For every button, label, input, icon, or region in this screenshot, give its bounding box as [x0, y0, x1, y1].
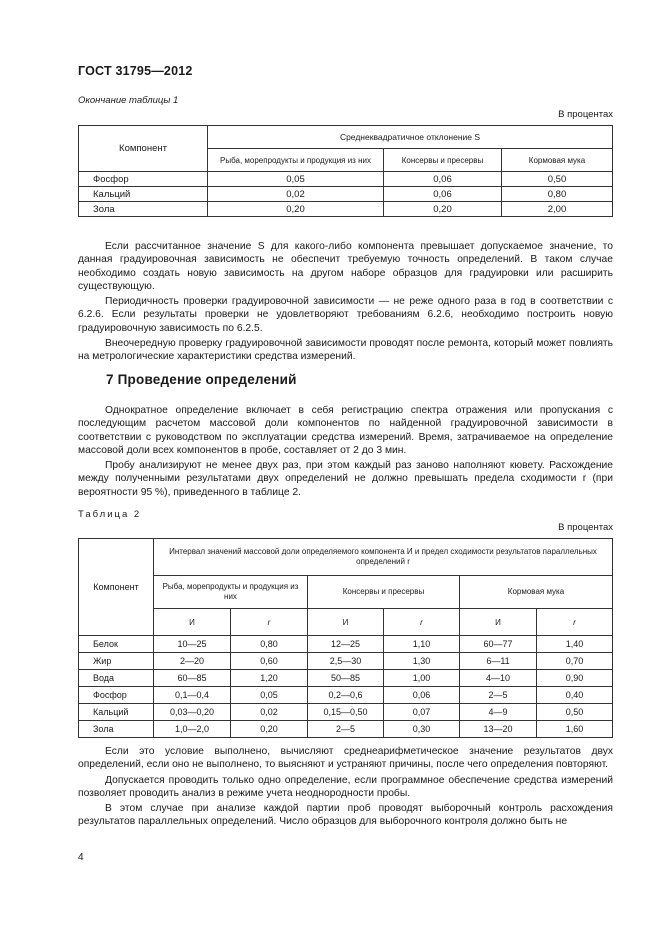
- table-1-col-feed: Кормовая мука: [502, 149, 613, 172]
- table-cell: Зола: [79, 721, 154, 738]
- table-cell: Жир: [79, 653, 154, 670]
- paragraph: Если это условие выполнено, вычисляют среднеарифметическое значение результатов двух определений, если оно не выполнено, то выясняют и устраняют причины, после чего определения повторяют.: [78, 746, 613, 771]
- table-cell: 1,30: [384, 653, 460, 670]
- table-cell: 0,2—0,6: [308, 687, 384, 704]
- table-cell: 0,02: [208, 187, 384, 202]
- body-text-block-1: [78, 240, 613, 366]
- table-row: [79, 687, 613, 704]
- section-7-heading: 7 Проведение определений: [106, 372, 297, 387]
- table-cell: Вода: [79, 670, 154, 687]
- table-1-col-canned: Консервы и пресервы: [384, 149, 502, 172]
- table-cell: 0,06: [384, 187, 502, 202]
- table-cell: 0,20: [208, 202, 384, 217]
- table-cell: 12—25: [308, 636, 384, 653]
- paragraph: Если рассчитанное значение S для какого-либо компонента превышает допускаемое значение, то данная градуировочная зависимость не обеспечит требуемую точность определений. В таком случае необходимо создать новую зависимость на другом наборе образцов для градуировки или расширить существующую.: [78, 241, 613, 292]
- table-cell: 0,05: [231, 687, 308, 704]
- table-row: [79, 202, 613, 217]
- table-cell: 0,07: [384, 704, 460, 721]
- table-2-sym-interval: И: [308, 609, 384, 636]
- table-1-head-group: Среднеквадратичное отклонение S: [208, 126, 613, 149]
- table-cell: Кальций: [79, 187, 208, 202]
- table-cell: 0,70: [537, 653, 613, 670]
- table-cell: 1,40: [537, 636, 613, 653]
- table-row: [79, 172, 613, 187]
- table-2-col-fish: Рыба, морепродукты и продукция из них: [154, 576, 308, 609]
- table-2-sym-interval: И: [154, 609, 231, 636]
- table-cell: 0,90: [537, 670, 613, 687]
- table-cell: 4—9: [460, 704, 537, 721]
- table-2-sym-r: r: [537, 609, 613, 636]
- paragraph: Пробу анализируют не менее двух раз, при этом каждый раз заново наполняют кювету. Расхождение между полученными результатами двух определений не должно превышать предела сходимости r (при вероятности 95 %), приведенного в таблице 2.: [78, 460, 613, 498]
- table-cell: 0,20: [231, 721, 308, 738]
- table-1-col-fish: Рыба, морепродукты и продукция из них: [208, 149, 384, 172]
- table-cell: 4—10: [460, 670, 537, 687]
- table-cell: 2—5: [460, 687, 537, 704]
- table-cell: 0,50: [537, 704, 613, 721]
- paragraph: Допускается проводить только одно определение, если программное обеспечение средства измерений позволяет проводить анализ в режиме учета неоднородности пробы.: [78, 774, 613, 799]
- table-cell: 0,30: [384, 721, 460, 738]
- table-cell: 1,0—2,0: [154, 721, 231, 738]
- table-cell: Кальций: [79, 704, 154, 721]
- table-1: [78, 125, 613, 217]
- table-row: [79, 653, 613, 670]
- table-cell: 60—77: [460, 636, 537, 653]
- table-cell: Фосфор: [79, 172, 208, 187]
- table-row: [79, 636, 613, 653]
- table-cell: 0,1—0,4: [154, 687, 231, 704]
- table-cell: 1,10: [384, 636, 460, 653]
- table-cell: 0,60: [231, 653, 308, 670]
- paragraph: Однократное определение включает в себя регистрацию спектра отражения или пропускания с последующим расчетом массовой доли компонентов по найденной градуировочной зависимости в соответствии с руководством по эксплуатации средства измерений. Время, затрачиваемое на определение массовой доли всех компонентов в пробе, составляет от 2 до 3 мин.: [78, 405, 613, 456]
- table-cell: 2,5—30: [308, 653, 384, 670]
- table-cell: 13—20: [460, 721, 537, 738]
- table-2-label: Таблица 2: [78, 509, 142, 520]
- table-cell: 2,00: [502, 202, 613, 217]
- table-cell: 0,03—0,20: [154, 704, 231, 721]
- table-cell: 0,06: [384, 172, 502, 187]
- table-1-units: В процентах: [558, 109, 613, 120]
- table-1-caption: Окончание таблицы 1: [78, 95, 179, 106]
- document-code: ГОСТ 31795—2012: [78, 64, 193, 78]
- table-cell: 2—5: [308, 721, 384, 738]
- paragraph: Периодичность проверки градуировочной зависимости — не реже одного раза в год в соответствии с 6.2.6. Если результаты проверки не удовлетворяют требованиям 6.2.6, необходимо построить новую градуировочную зависимость по 6.2.5.: [78, 296, 613, 334]
- table-cell: Белок: [79, 636, 154, 653]
- table-row: [79, 721, 613, 738]
- table-2-head-group: Интервал значений массовой доли определяемого компонента И и предел сходимости результатов параллельных определений r: [154, 539, 613, 576]
- table-cell: 0,05: [208, 172, 384, 187]
- table-cell: 0,80: [502, 187, 613, 202]
- table-cell: Фосфор: [79, 687, 154, 704]
- table-cell: 0,40: [537, 687, 613, 704]
- table-2-units: В процентах: [558, 522, 613, 533]
- table-cell: 0,02: [231, 704, 308, 721]
- table-cell: 2—20: [154, 653, 231, 670]
- table-cell: 0,20: [384, 202, 502, 217]
- table-row: [79, 670, 613, 687]
- table-2-sym-r: r: [384, 609, 460, 636]
- table-cell: 6—11: [460, 653, 537, 670]
- table-cell: 10—25: [154, 636, 231, 653]
- table-2-head-component: Компонент: [79, 539, 154, 636]
- table-cell: 0,80: [231, 636, 308, 653]
- table-row: [79, 704, 613, 721]
- table-row: [79, 187, 613, 202]
- table-2-sym-interval: И: [460, 609, 537, 636]
- table-cell: 0,50: [502, 172, 613, 187]
- table-cell: 0,06: [384, 687, 460, 704]
- table-cell: 1,60: [537, 721, 613, 738]
- table-2-sym-r: r: [231, 609, 308, 636]
- paragraph: Внеочередную проверку градуировочной зависимости проводят после ремонта, который может повлиять на метрологические характеристики средства измерений.: [78, 338, 613, 363]
- table-cell: 0,15—0,50: [308, 704, 384, 721]
- table-1-head-component: Компонент: [79, 126, 208, 172]
- page-number: 4: [78, 852, 84, 863]
- table-cell: 1,20: [231, 670, 308, 687]
- table-2-col-feed: Кормовая мука: [460, 576, 613, 609]
- body-text-block-3: [78, 745, 613, 831]
- table-cell: Зола: [79, 202, 208, 217]
- table-cell: 50—85: [308, 670, 384, 687]
- body-text-block-2: [78, 404, 613, 501]
- paragraph: В этом случае при анализе каждой партии проб проводят выборочный контроль расхождения результатов параллельных определений. Число образцов для выборочного контроля должно быть не: [78, 803, 613, 828]
- table-cell: 1,00: [384, 670, 460, 687]
- table-2-col-canned: Консервы и пресервы: [308, 576, 460, 609]
- table-2: [78, 538, 613, 738]
- table-cell: 60—85: [154, 670, 231, 687]
